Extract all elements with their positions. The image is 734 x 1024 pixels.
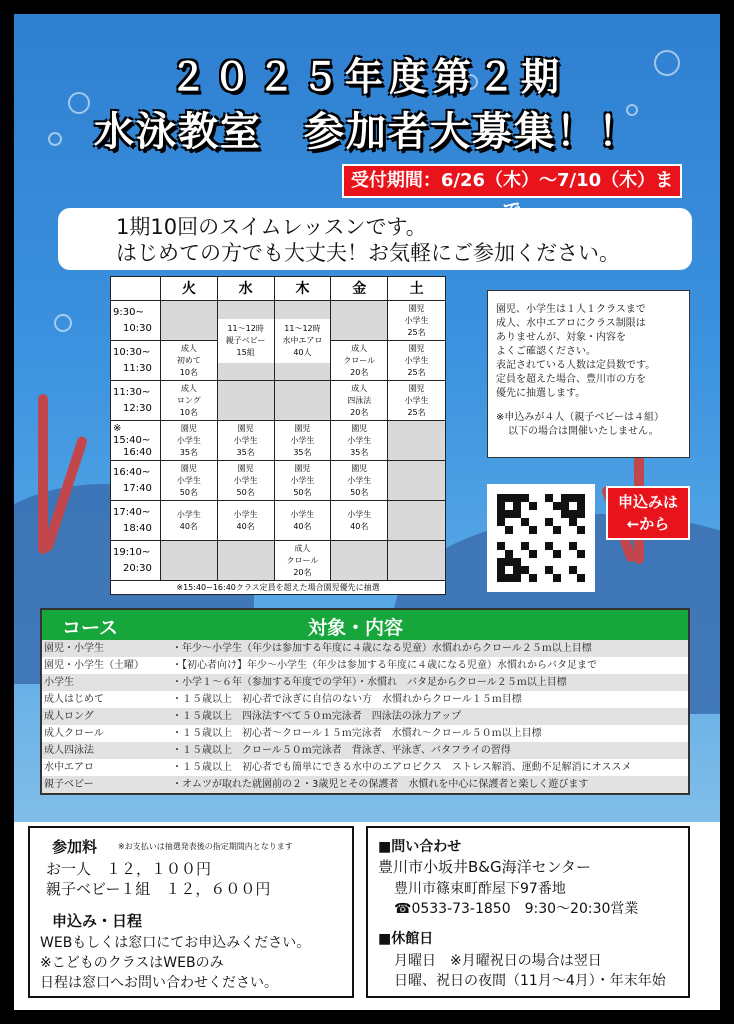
poster: [14, 14, 720, 1010]
contact-heading: ■問い合わせ: [378, 839, 462, 855]
qr-module: [561, 526, 569, 534]
qr-module: [505, 518, 513, 526]
qr-module: [561, 566, 569, 574]
qr-module: [497, 558, 505, 566]
qr-module: [505, 526, 513, 534]
course-header-course: コース: [62, 617, 119, 639]
day-header: 火: [160, 277, 217, 301]
qr-module: [529, 558, 537, 566]
intro-box: [58, 208, 692, 270]
empty-cell: [331, 301, 388, 341]
info-line: 園児、小学生は１人１クラスまで: [496, 304, 646, 315]
qr-module: [569, 542, 577, 550]
qr-module: [505, 502, 513, 510]
qr-module: [537, 566, 545, 574]
qr-module: [505, 542, 513, 550]
qr-module: [521, 550, 529, 558]
qr-module: [569, 534, 577, 542]
apply-line: 日程は窓口へお問い合わせください。: [40, 975, 278, 991]
qr-module: [553, 518, 561, 526]
course-table: [40, 608, 690, 795]
title-line1: ２０２５年度第２期: [168, 55, 565, 99]
intro-line1: 1期10回のスイムレッスンです。: [116, 215, 427, 239]
qr-module: [569, 494, 577, 502]
qr-module: [545, 574, 553, 582]
qr-module: [497, 518, 505, 526]
info-note: ※申込みが４人（親子ベビーは４組）: [496, 412, 664, 423]
qr-module: [505, 566, 513, 574]
empty-cell: [388, 501, 446, 541]
time-slot: ※ 15:40~ 16:40: [111, 421, 161, 461]
qr-module: [513, 526, 521, 534]
qr-module: [553, 502, 561, 510]
qr-module: [577, 494, 585, 502]
qr-module: [529, 494, 537, 502]
qr-module: [553, 510, 561, 518]
facility-name: 豊川市小坂井B&G海洋センター: [378, 858, 592, 876]
empty-cell: [217, 381, 274, 421]
day-header: 土: [388, 277, 446, 301]
qr-module: [561, 510, 569, 518]
fee-box: [28, 826, 354, 998]
schedule-corner: [111, 277, 161, 301]
qr-module: [545, 542, 553, 550]
qr-module: [521, 494, 529, 502]
day-header: 金: [331, 277, 388, 301]
class-cell: 園児 小学生 35名: [331, 421, 388, 461]
qr-module: [505, 574, 513, 582]
facility-address: 豊川市篠束町酢屋下97番地: [394, 881, 566, 897]
qr-module: [569, 574, 577, 582]
qr-module: [553, 542, 561, 550]
title-line2: 水泳教室 参加者大募集！！: [94, 109, 640, 155]
qr-module: [537, 558, 545, 566]
qr-module: [577, 510, 585, 518]
info-box: [487, 290, 690, 458]
qr-module: [529, 534, 537, 542]
qr-module: [561, 494, 569, 502]
course-row: 園児・小学生 ・年少～小学生（年少は参加する年度に４歳になる児童）水慣れからクロール２５ｍ以上目標: [42, 640, 688, 657]
class-cell: 園児 小学生 50名: [274, 461, 331, 501]
qr-module: [537, 502, 545, 510]
qr-module: [529, 510, 537, 518]
qr-module: [497, 550, 505, 558]
qr-module: [521, 566, 529, 574]
class-cell: 成人 初めて 10名: [160, 341, 217, 381]
info-line: 定員を超えた場合、豊川市の方を: [496, 374, 646, 385]
fee-baby: 親子ベビー１組 １２，６００円: [46, 880, 271, 898]
qr-module: [497, 574, 505, 582]
qr-module: [521, 518, 529, 526]
qr-module: [521, 574, 529, 582]
fee-heading: 参加料: [52, 838, 98, 856]
qr-module: [537, 526, 545, 534]
info-line: 表記されている人数は定員数です。: [496, 360, 656, 371]
empty-cell: [160, 541, 217, 581]
qr-module: [529, 518, 537, 526]
contact-box: [366, 826, 690, 998]
coral-decoration: [38, 394, 48, 554]
qr-module: [513, 542, 521, 550]
qr-module: [513, 558, 521, 566]
class-cell: 園児 小学生 25名: [388, 301, 446, 341]
qr-module: [577, 542, 585, 550]
class-cell: 園児 小学生 25名: [388, 341, 446, 381]
qr-module: [529, 550, 537, 558]
qr-module: [537, 510, 545, 518]
qr-pattern: [497, 494, 585, 582]
info-line: ありませんが、対象・内容を: [496, 332, 626, 343]
apply-label: [606, 486, 690, 540]
course-header-detail: 対象・内容: [308, 617, 404, 639]
qr-module: [577, 518, 585, 526]
class-cell: 成人 四泳法 20名: [331, 381, 388, 421]
closed-days: 日曜、祝日の夜間（11月～4月）・年末年始: [394, 973, 666, 989]
class-cell: 園児 小学生 50名: [217, 461, 274, 501]
time-slot: 16:40~ 17:40: [111, 461, 161, 501]
course-row: 園児・小学生（土曜） ・【初心者向け】年少～小学生（年少は参加する年度に４歳になる児童）水慣れからバタ足まで: [44, 660, 597, 671]
qr-module: [553, 494, 561, 502]
info-line: 成人、水中エアロにクラス制限は: [496, 318, 646, 329]
qr-module: [569, 550, 577, 558]
apply-line: WEBもしくは窓口にてお申込みください。: [40, 935, 311, 951]
info-line: 優先に抽選します。: [496, 388, 586, 399]
qr-module: [561, 550, 569, 558]
day-header: 木: [274, 277, 331, 301]
class-cell: 小学生 40名: [160, 501, 217, 541]
class-cell: 小学生 40名: [274, 501, 331, 541]
qr-module: [577, 502, 585, 510]
empty-cell: [274, 381, 331, 421]
class-cell: 園児 小学生 35名: [217, 421, 274, 461]
class-cell: 園児 小学生 50名: [331, 461, 388, 501]
qr-module: [497, 502, 505, 510]
class-cell: 小学生 40名: [331, 501, 388, 541]
course-header: [42, 610, 688, 640]
class-cell: 園児 小学生 50名: [160, 461, 217, 501]
qr-module: [545, 518, 553, 526]
empty-cell: [160, 301, 217, 341]
closed-heading: ■休館日: [378, 931, 434, 947]
qr-module: [529, 526, 537, 534]
empty-cell: [217, 541, 274, 581]
time-slot: 17:40~ 18:40: [111, 501, 161, 541]
day-header: 水: [217, 277, 274, 301]
qr-module: [545, 558, 553, 566]
class-cell: 11～12時 水中エアロ 40人: [274, 301, 331, 381]
intro-line2: はじめての方でも大丈夫！お気軽にご参加ください。: [116, 241, 620, 265]
application-period: 受付期間：6/26（木）～7/10（木）ま: [342, 164, 682, 198]
apply-line: ※こどものクラスはWEBのみ: [40, 955, 224, 971]
course-row: 成人四泳法 ・１５歳以上 クロール５０ｍ完泳者 背泳ぎ、平泳ぎ、バタフライの習得: [42, 742, 688, 759]
qr-module: [561, 558, 569, 566]
qr-module: [545, 534, 553, 542]
qr-module: [537, 550, 545, 558]
qr-code[interactable]: [487, 484, 595, 592]
empty-cell: [388, 421, 446, 461]
qr-module: [521, 534, 529, 542]
qr-module: [545, 550, 553, 558]
time-slot: 19:10~ 20:30: [111, 541, 161, 581]
qr-module: [537, 518, 545, 526]
qr-module: [513, 518, 521, 526]
qr-module: [497, 566, 505, 574]
qr-module: [569, 518, 577, 526]
apply-line1: 申込みは: [617, 493, 678, 511]
qr-module: [529, 574, 537, 582]
qr-module: [497, 542, 505, 550]
closed-days: 月曜日 ※月曜祝日の場合は翌日: [394, 953, 602, 969]
qr-module: [505, 558, 513, 566]
schedule-note: ※15:40~16:40クラス定員を超えた場合園児優先に抽選: [111, 581, 446, 595]
qr-module: [553, 558, 561, 566]
qr-module: [569, 566, 577, 574]
qr-module: [513, 550, 521, 558]
apply-heading: 申込み・日程: [52, 912, 143, 930]
qr-module: [513, 502, 521, 510]
qr-module: [537, 542, 545, 550]
qr-module: [569, 526, 577, 534]
class-cell: 成人 クロール 20名: [331, 341, 388, 381]
qr-module: [569, 558, 577, 566]
qr-module: [505, 534, 513, 542]
course-row: 水中エアロ ・１５歳以上 初心者でも簡単にできる水中のエアロビクス ストレス解消、運動不足解消にオススメ: [44, 762, 632, 773]
qr-module: [577, 534, 585, 542]
course-row: 小学生 ・小学１～６年（参加する年度での学年）・水慣れ バタ足からクロール２５ｍ以上目標: [42, 674, 688, 691]
qr-module: [553, 550, 561, 558]
class-cell: 園児 小学生 25名: [388, 381, 446, 421]
qr-module: [513, 574, 521, 582]
qr-module: [545, 526, 553, 534]
bubble-decoration: [54, 314, 72, 332]
class-cell: 成人 ロング 10名: [160, 381, 217, 421]
qr-module: [577, 526, 585, 534]
qr-module: [513, 566, 521, 574]
qr-module: [537, 574, 545, 582]
qr-module: [497, 526, 505, 534]
empty-cell: [331, 541, 388, 581]
qr-module: [561, 542, 569, 550]
qr-module: [569, 502, 577, 510]
facility-phone: ☎0533-73-1850 9:30～20:30営業: [394, 901, 639, 917]
qr-module: [553, 574, 561, 582]
qr-module: [529, 502, 537, 510]
qr-module: [545, 494, 553, 502]
qr-module: [537, 494, 545, 502]
qr-module: [497, 534, 505, 542]
qr-module: [521, 558, 529, 566]
info-line: よくご確認ください。: [496, 346, 596, 357]
qr-module: [577, 574, 585, 582]
fee-note: ※お支払いは抽選発表後の指定期間内となります: [118, 842, 293, 851]
course-row: 成人クロール ・１５歳以上 初心者～クロール１５ｍ完泳者 水慣れ～クロール５０ｍ以上目標: [44, 728, 542, 739]
class-cell: 園児 小学生 35名: [160, 421, 217, 461]
qr-module: [561, 534, 569, 542]
qr-module: [537, 534, 545, 542]
qr-module: [553, 526, 561, 534]
time-slot: 9:30~ 10:30: [111, 301, 161, 341]
qr-module: [521, 510, 529, 518]
qr-module: [545, 510, 553, 518]
course-row: 成人はじめて ・１５歳以上 初心者で泳ぎに自信のない方 水慣れからクロール１５ｍ目標: [44, 694, 522, 705]
schedule-table: [110, 276, 446, 595]
info-note: 以下の場合は開催いたしません。: [508, 426, 659, 437]
apply-line2: ←から: [626, 515, 670, 533]
empty-cell: [388, 541, 446, 581]
class-cell: 小学生 40名: [217, 501, 274, 541]
qr-module: [513, 534, 521, 542]
qr-module: [545, 502, 553, 510]
qr-module: [497, 510, 505, 518]
qr-module: [521, 502, 529, 510]
qr-module: [497, 494, 505, 502]
qr-module: [529, 566, 537, 574]
time-slot: 11:30~ 12:30: [111, 381, 161, 421]
course-row: 親子ベビー ・オムツが取れた就園前の２・3歳児とその保護者 水慣れを中心に保護者と楽しく遊びます: [42, 776, 688, 793]
time-slot: 10:30~ 11:30: [111, 341, 161, 381]
fee-adult: お一人 １２，１００円: [46, 860, 212, 878]
qr-module: [561, 502, 569, 510]
qr-module: [505, 550, 513, 558]
qr-module: [529, 542, 537, 550]
class-cell: 11～12時 親子ベビー 15組: [217, 301, 274, 381]
qr-module: [521, 526, 529, 534]
qr-module: [561, 518, 569, 526]
qr-module: [505, 494, 513, 502]
qr-module: [505, 510, 513, 518]
qr-module: [521, 542, 529, 550]
class-cell: 成人 クロール 20名: [274, 541, 331, 581]
qr-module: [513, 510, 521, 518]
qr-module: [569, 510, 577, 518]
qr-module: [513, 494, 521, 502]
course-row: 成人ロング ・１５歳以上 四泳法すべて５０ｍ完泳者 四泳法の泳力アップ: [42, 708, 688, 725]
qr-module: [577, 566, 585, 574]
qr-module: [553, 566, 561, 574]
qr-module: [545, 566, 553, 574]
class-cell: 園児 小学生 35名: [274, 421, 331, 461]
qr-module: [561, 574, 569, 582]
qr-module: [577, 550, 585, 558]
qr-module: [577, 558, 585, 566]
empty-cell: [388, 461, 446, 501]
qr-module: [553, 534, 561, 542]
